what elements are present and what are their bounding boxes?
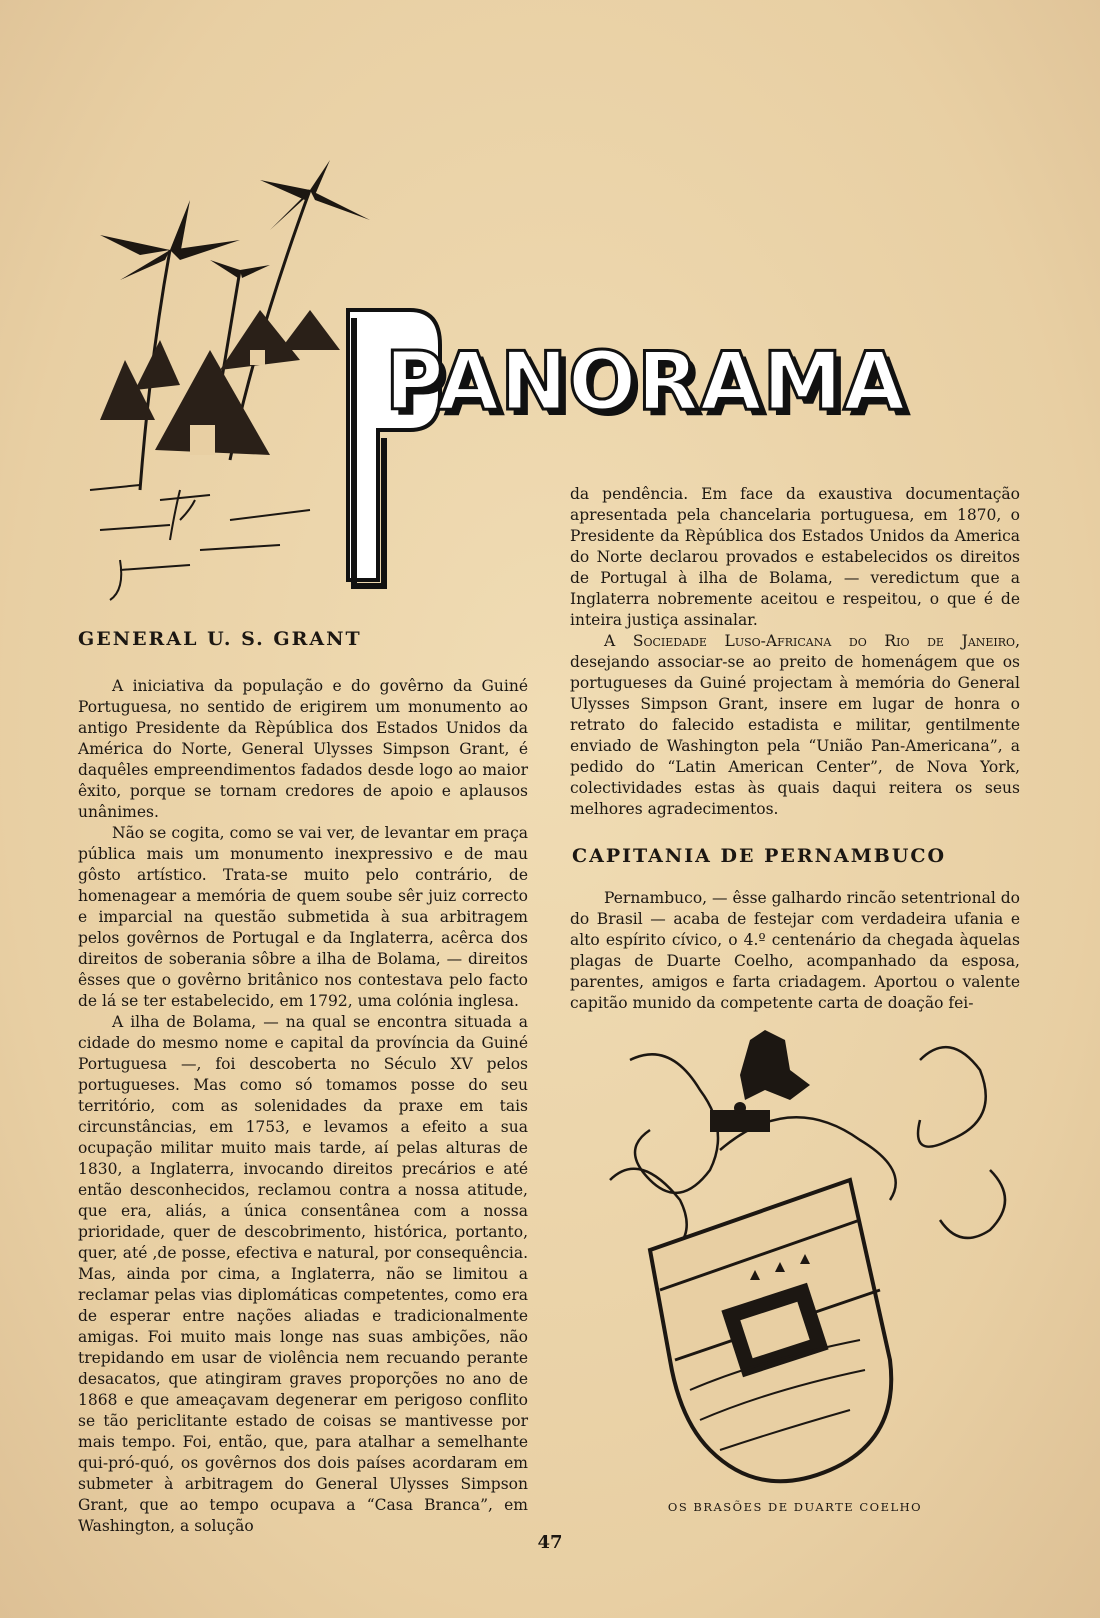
right-column-middle <box>570 888 1020 1014</box>
figure-caption: OS BRASÕES DE DUARTE COELHO <box>667 1500 923 1514</box>
society-text: desejando associar-se ao preito de homenágem que os portugueses da Guiné projectam à memória do General Ulysses Simpson Grant, insere em lugar de honra o retrato do falecido estadista e militar, gentilmente enviado de Washington pela “União Pan-Americana”, a pedido do “Latin American Center”, de Nova York, colectividades estas às quais daqui reitera os seus melhores agradecimentos. <box>570 653 1020 818</box>
left-column <box>78 676 528 1537</box>
paragraph: Pernambuco, — êsse galhardo rincão setentrional do do Brasil — acaba de festejar com verdadeira ufania e alto espírito cívico, o 4.º centenário da chegada àquelas plagas de Duarte Coelho, acompanhado da esposa, parentes, amigos e farta criadagem. Aportou o valente capitão munido da competente carta de doação fei- <box>570 889 1020 1012</box>
paragraph: Não se cogita, como se vai ver, de levantar em praça pública mais um monumento inexpressivo e de mau gôsto artístico. Trata-se muito pelo contrário, de homenagear a memória de quem soube sêr juiz correcto e imparcial na questão submetida à sua arbitragem pelos govêrnos de Portugal e da Inglaterra, acêrca dos direitos de soberania sôbre a ilha de Bolama, — direitos êsses que o govêrno britânico nos contestava pelo facto de lá se ter estabelecido, em 1792, uma colónia inglesa. <box>78 824 528 1010</box>
society-name: A Sociedade Luso-Africana do Rio de Janeiro, <box>604 632 1020 650</box>
african-village-illustration <box>80 160 380 610</box>
paragraph-continuation: da pendência. Em face da exaustiva documentação apresentada pela chancelaria portuguesa, em 1870, o Presidente da Rèpública dos Estados Unidos da America do Norte declarou provados e estabelecidos os direitos de Portugal à ilha de Bolama, — veredictum que a Inglaterra nobremente aceitou e respeitou, o que é de inteira justiça assinalar. <box>570 485 1020 629</box>
coat-of-arms-illustration <box>590 1030 1030 1500</box>
masthead-title: PANORAMA <box>385 335 907 428</box>
section-heading-pernambuco: CAPITANIA DE PERNAMBUCO <box>572 845 947 867</box>
paragraph <box>570 631 1020 820</box>
paragraph: A iniciativa da população e do govêrno da Guiné Portuguesa, no sentido de erigirem um monumento ao antigo Presidente da Rèpública dos Estados Unidos da América do Norte, General Ulysses Simpson Grant, é daquêles empreendimentos fadados desde logo ao maior êxito, porque se tornam credores de apoio e aplausos unânimes. <box>78 677 528 821</box>
section-heading-grant: GENERAL U. S. GRANT <box>78 628 362 650</box>
right-column-top <box>570 484 1020 820</box>
page-number: 47 <box>537 1532 563 1553</box>
paragraph: A ilha de Bolama, — na qual se encontra situada a cidade do mesmo nome e capital da província da Guiné Portuguesa —, foi descoberta no Século XV pelos portugueses. Mas como só tomamos posse do seu território, com as solenidades da praxe em tais circunstâncias, em 1753, e levamos a efeito a sua ocupação militar muito mais tarde, aí pelas alturas de 1830, a Inglaterra, invocando direitos precários e até então desconhecidos, reclamou contra a nossa atitude, que era, aliás, a única consentânea com a nossa prioridade, quer de descobrimento, histórica, portanto, quer, até ,de posse, efectiva e natural, por consequência. Mas, ainda por cima, a Inglaterra, não se limitou a reclamar pelas vias diplomáticas competentes, como era de esperar entre nações aliadas e tradicionalmente amigas. Foi muito mais longe nas suas ambições, não trepidando em usar de violência nem recuando perante desacatos, que atingiram graves proporções no ano de 1868 e que ameaçavam degenerar em perigoso conflito se tão periclitante estado de coisas se mantivesse por mais tempo. Foi, então, que, para atalhar a semelhante qui-pró-quó, os govêrnos dos dois países acordaram em submeter à arbitragem do General Ulysses Simpson Grant, que ao tempo ocupava a “Casa Branca”, em Washington, a solução <box>78 1013 528 1535</box>
